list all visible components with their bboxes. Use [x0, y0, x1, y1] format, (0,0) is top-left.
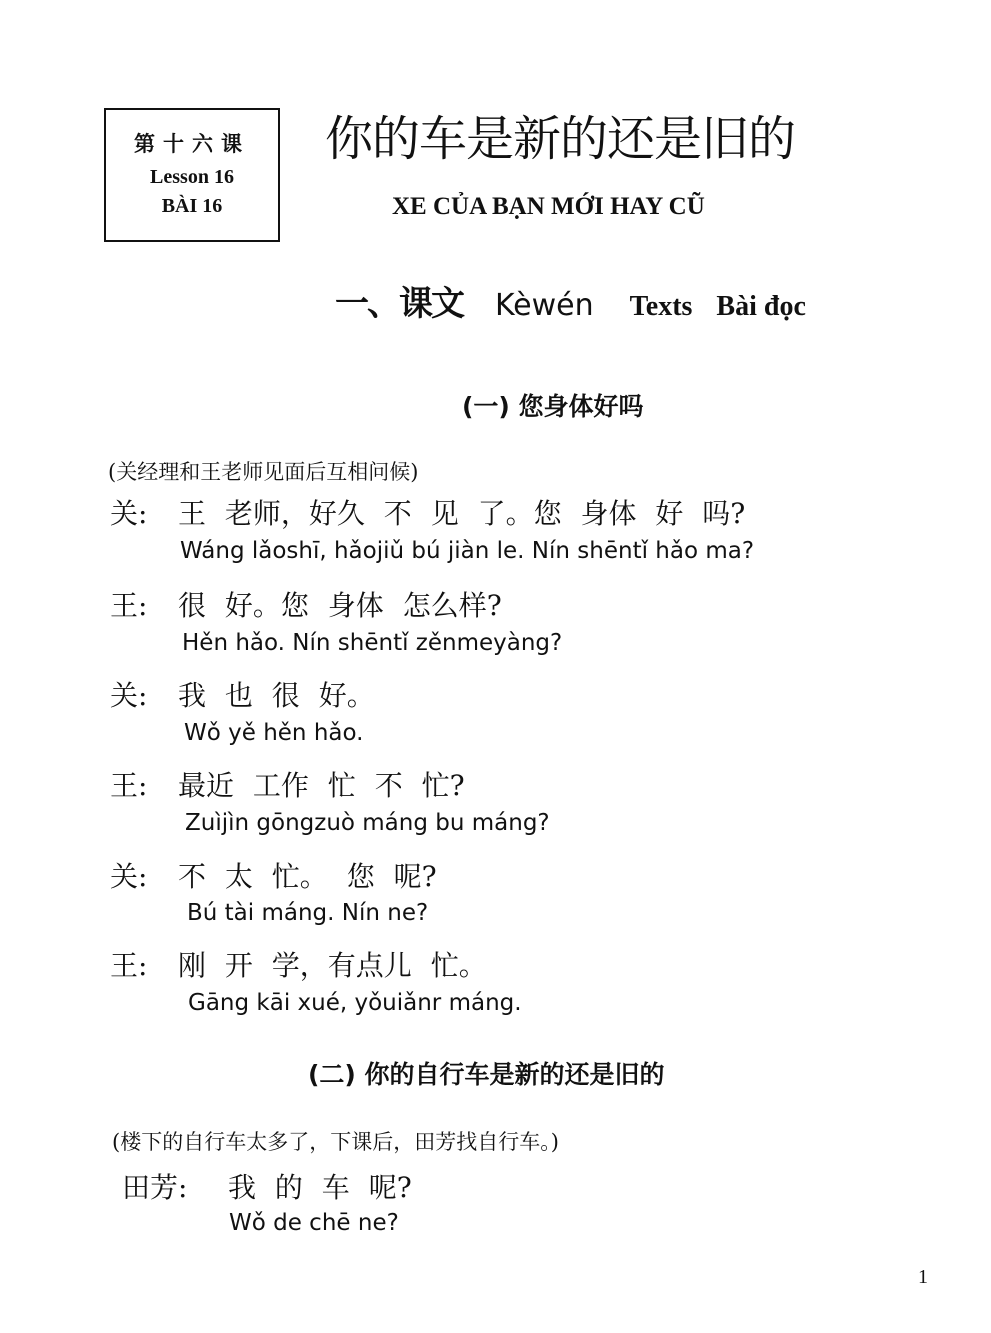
dialogue-1-stage-direction: (关经理和王老师见面后互相问候): [108, 460, 419, 484]
speaker-label: 关:: [110, 497, 148, 530]
dialogue-line-pinyin: Gāng kāi xué, yǒuiǎnr máng.: [188, 990, 522, 1016]
line-text: 我 也 很 好。: [178, 679, 375, 712]
section-heading-vietnamese: Bài đọc: [716, 291, 806, 322]
dialogue-2-heading: (二) 你的自行车是新的还是旧的: [308, 1060, 665, 1089]
lesson-number-box: [104, 108, 280, 242]
lesson-title-chinese: 你的车是新的还是旧的: [325, 111, 796, 167]
dialogue-line-pinyin: Wáng lǎoshī, hǎojiǔ bú jiàn le. Nín shēntǐ hǎo ma?: [180, 538, 755, 564]
dialogue-line-chinese: [110, 492, 745, 532]
speaker-label: 田芳:: [122, 1171, 188, 1204]
dialogue-line-chinese: [122, 1166, 412, 1206]
dialogue-line-pinyin: Zuìjìn gōngzuò máng bu máng?: [185, 810, 550, 836]
dialogue-line-chinese: [110, 584, 502, 624]
dialogue-line-chinese: [110, 944, 487, 984]
dialogue-1-heading: (一) 您身体好吗: [462, 392, 644, 421]
line-text: 王 老师，好久 不 见 了。您 身体 好 吗?: [178, 497, 746, 530]
section-heading-pinyin: Kèwén: [495, 288, 594, 323]
page-number: 1: [918, 1266, 928, 1288]
line-text: 很 好。您 身体 怎么样?: [178, 589, 502, 622]
dialogue-line-pinyin: Bú tài máng. Nín ne?: [187, 900, 429, 926]
dialogue-line-pinyin: Wǒ de chē ne?: [229, 1210, 399, 1236]
lesson-number-vietnamese: BÀI 16: [161, 195, 223, 217]
dialogue-line-chinese: [110, 674, 375, 714]
section-heading-english: Texts: [629, 291, 693, 322]
line-text: 我 的 车 呢?: [228, 1171, 412, 1204]
speaker-label: 关:: [110, 860, 148, 893]
speaker-label: 关:: [110, 679, 148, 712]
dialogue-2-stage-direction: (楼下的自行车太多了，下课后，田芳找自行车。): [112, 1130, 559, 1154]
speaker-label: 王:: [110, 769, 148, 802]
dialogue-line-chinese: [110, 764, 465, 804]
dialogue-line-chinese: [110, 855, 437, 895]
lesson-title-vietnamese: XE CỦA BẠN MỚI HAY CŨ: [392, 193, 705, 220]
line-text: 最近 工作 忙 不 忙?: [178, 769, 465, 802]
line-text: 刚 开 学，有点儿 忙。: [178, 949, 487, 982]
dialogue-line-pinyin: Hěn hǎo. Nín shēntǐ zěnmeyàng?: [182, 630, 563, 656]
dialogue-line-pinyin: Wǒ yě hěn hǎo.: [184, 720, 364, 746]
lesson-number-chinese: 第十六课: [134, 132, 250, 156]
section-heading: [335, 276, 806, 325]
speaker-label: 王:: [110, 949, 148, 982]
section-heading-chinese: 一、课文: [335, 284, 463, 324]
line-text: 不 太 忙。 您 呢?: [178, 860, 437, 893]
speaker-label: 王:: [110, 589, 148, 622]
lesson-number-english: Lesson 16: [150, 166, 234, 188]
